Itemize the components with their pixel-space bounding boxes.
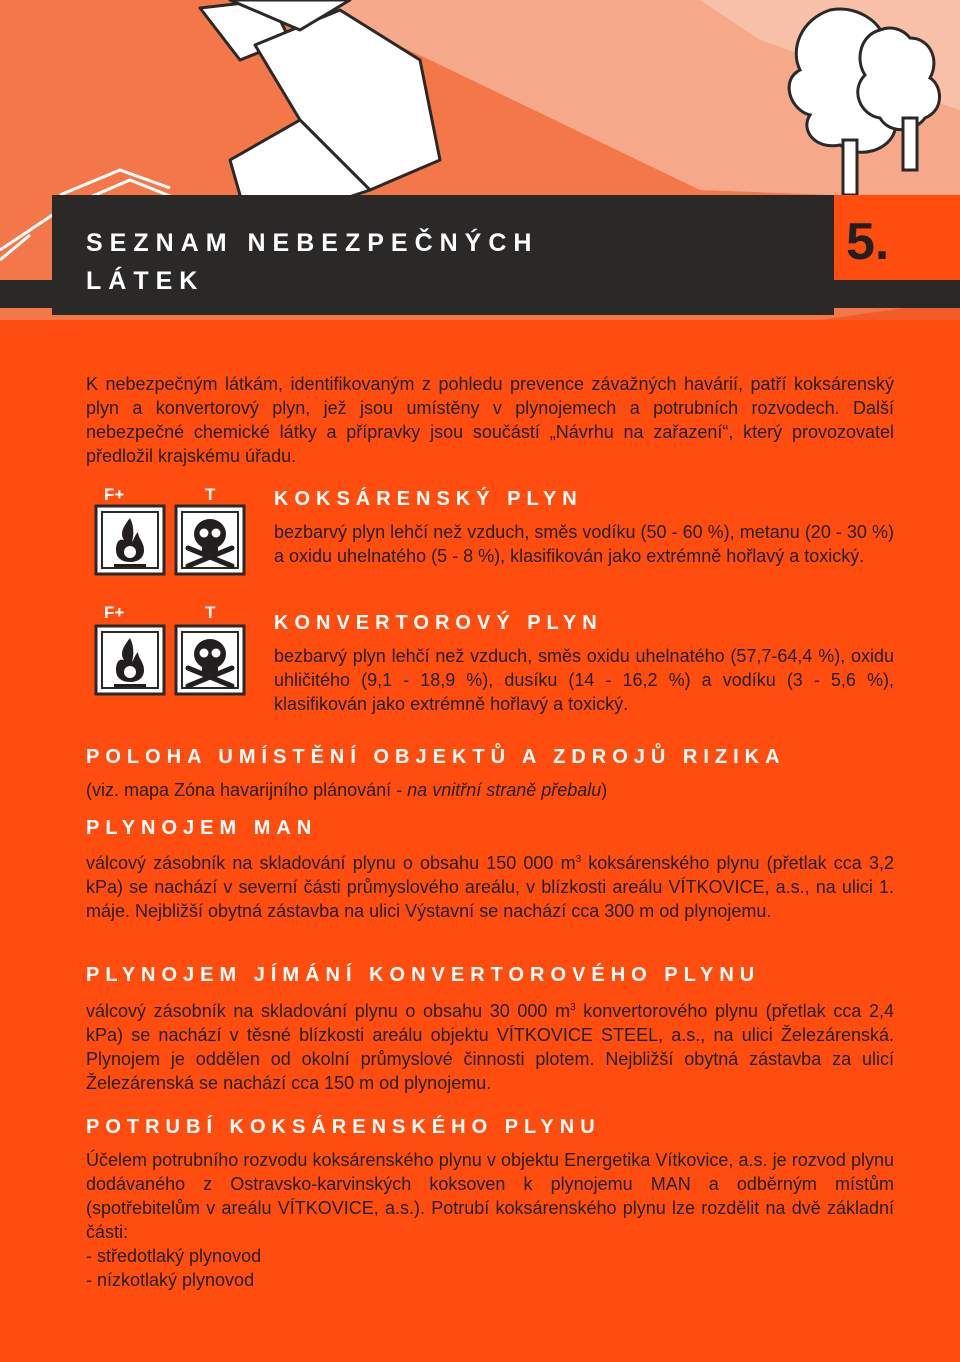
hazard-label-flammable: F+: [104, 485, 125, 504]
section-heading-konvertorovy: KONVERTOROVÝ PLYN: [274, 612, 603, 634]
section-text-konvertorovy: bezbarvý plyn lehčí než vzduch, směs oxidu uhelnatého (57,7-64,4 %), oxidu uhličitého (9,1 - 18,9 %), dusíku (14 - 16,2 %) a vodíku (3 - 5,6 %), klasifikován jako extrémně hořlavý a toxický.: [274, 646, 894, 714]
man-text-b: koksárenského plynu (přetlak cca 3,2 kPa) se nachází v severní části průmyslového areálu, v blízkosti areálu VÍTKOVICE, a.s., na ulici 1. máje. Nejbližší obytná zástavba na ulici Výstavní se nachází cca 300 m od plynojemu.: [86, 853, 894, 921]
section-text-potrubi: [86, 1148, 894, 1292]
section-text-koksarensky: bezbarvý plyn lehčí než vzduch, směs vodíku (50 - 60 %), metanu (20 - 30 %) a oxidu uhelnatého (5 - 8 %), klasifikován jako extrémně hořlavý a toxický.: [274, 522, 894, 566]
chapter-number: 5.: [846, 213, 890, 271]
skull-crossbones-icon: [174, 504, 246, 576]
man-superscript: 3: [575, 854, 582, 865]
title-line-1: SEZNAM NEBEZPEČNÝCH: [86, 229, 539, 257]
man-text-a: válcový zásobník na skladování plynu o obsahu 150 000 m: [86, 853, 576, 873]
konvertor-text-a: válcový zásobník na skladování plynu o obsahu 30 000 m: [86, 1001, 571, 1021]
poloha-italic: na vnitřní straně přebalu: [407, 780, 602, 800]
section-heading-potrubi: POTRUBÍ KOKSÁRENSKÉHO PLYNU: [86, 1116, 601, 1138]
section-text-man: [86, 848, 894, 923]
list-item: - středotlaký plynovod: [86, 1246, 262, 1266]
section-heading-konvertor: PLYNOJEM JÍMÁNÍ KONVERTOROVÉHO PLYNU: [86, 964, 761, 986]
hazard-label-toxic: T: [205, 485, 216, 504]
poloha-prefix: (viz. mapa Zóna havarijního plánování -: [86, 780, 408, 800]
flame-icon: [94, 504, 166, 576]
poloha-suffix: ): [601, 780, 608, 800]
konvertor-text-b: konvertorového plynu (přetlak cca 2,4 kPa) se nachází v těsné blízkosti areálu objektu VÍTKOVICE STEEL, a.s., na ulici Železárenská. Plynojem je oddělen od okolní průmyslové činnosti plotem. Nejbližší obytná zástavba za ulicí Železárenská se nachází cca 150 m od plynojemu.: [86, 1001, 894, 1093]
title-line-2: LÁTEK: [86, 267, 205, 295]
page-title: [86, 224, 538, 300]
flame-icon: [94, 624, 166, 696]
list-item: - nízkotlaký plynovod: [86, 1270, 255, 1290]
section-heading-koksarensky: KOKSÁRENSKÝ PLYN: [274, 488, 583, 510]
hazard-label-flammable: F+: [104, 603, 125, 622]
konvertor-superscript: 3: [570, 1002, 576, 1013]
section-text-konvertor: [86, 996, 894, 1095]
potrubi-paragraph: Účelem potrubního rozvodu koksárenského plynu v objektu Energetika Vítkovice, a.s. je rozvod plynu dodávaného z Ostravsko-karvinských koksoven k plynojemu MAN a odběrným místům (spotřebitelům v areálu VÍTKOVICE, a.s.). Potrubí koksárenského plynu lze rozdělit na dvě základní části:: [86, 1150, 894, 1242]
intro-paragraph: K nebezpečným látkám, identifikovaným z pohledu prevence závažných havárií, patří koksárenský plyn a konvertorový plyn, jež jsou umístěny v plynojemech a potrubních rozvodech. Další nebezpečné chemické látky a přípravky jsou součástí „Návrhu na zařazení“, který provozovatel předložil krajskému úřadu.: [86, 374, 894, 466]
section-text-poloha: [86, 778, 894, 802]
section-heading-poloha: POLOHA UMÍSTĚNÍ OBJEKTŮ A ZDROJŮ RIZIKA: [86, 746, 786, 768]
hazard-label-toxic: T: [205, 603, 216, 622]
section-heading-man: PLYNOJEM MAN: [86, 817, 318, 839]
skull-crossbones-icon: [174, 624, 246, 696]
